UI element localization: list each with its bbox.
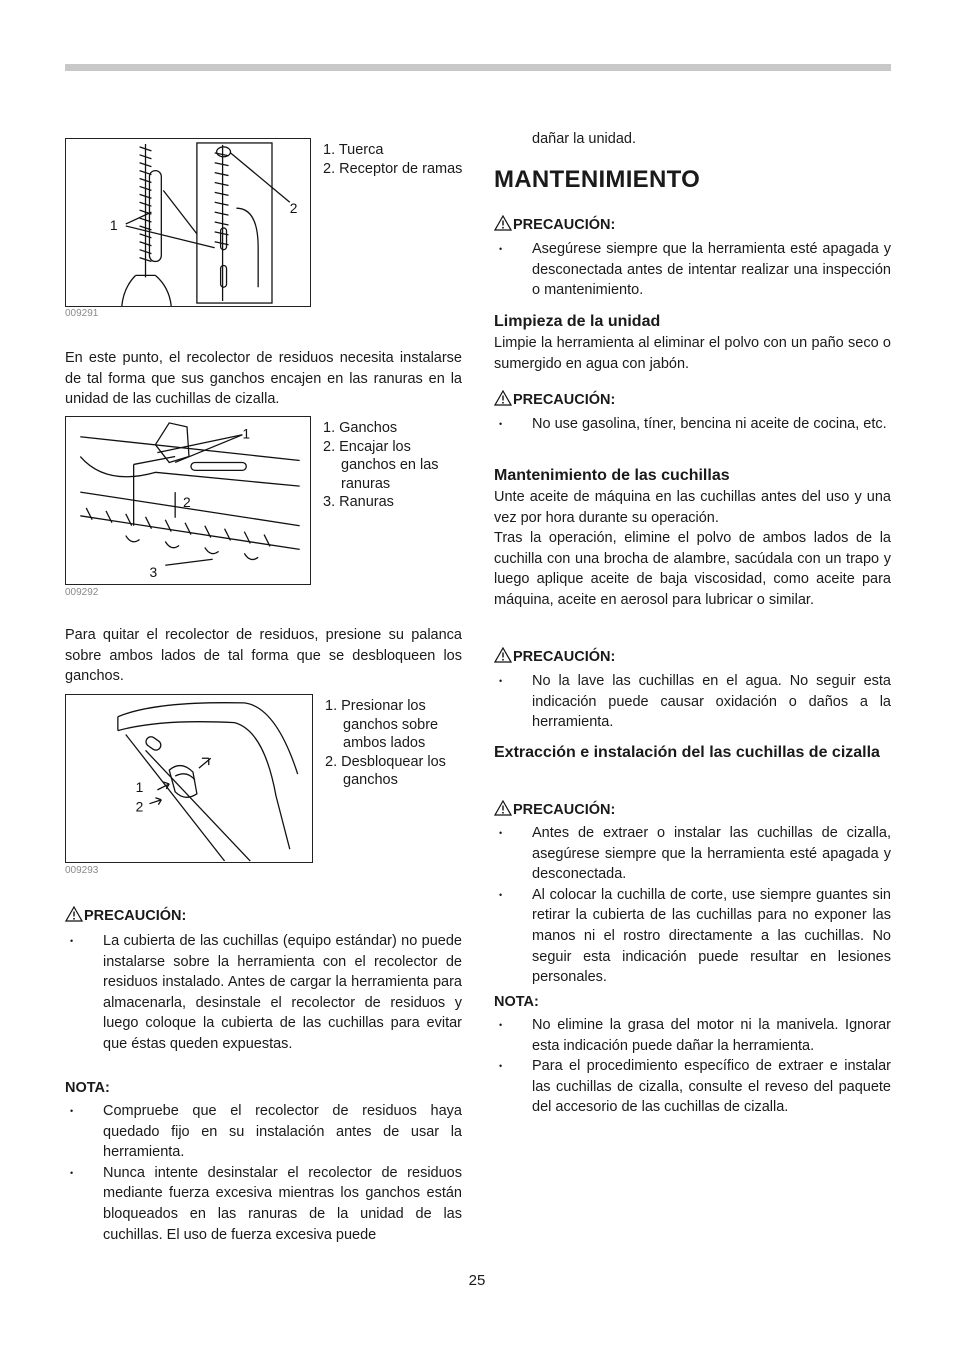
- list-item: • No la lave las cuchillas en el agua. No seguir esta indicación puede causar oxidación o daños a la herramienta.: [494, 671, 891, 733]
- list-item: • Compruebe que el recolector de residuos haya quedado fijo en su instalación antes de usar la herramienta.: [65, 1101, 462, 1163]
- legend-item: 2. Encajar los ganchos en las ranuras: [323, 438, 439, 492]
- caution-heading: [494, 215, 615, 233]
- figure-1-legend: [323, 141, 463, 178]
- list-item: • Para el procedimiento específico de extraer e instalar las cuchillas de cizalla, consulte el reveso del paquete del accesorio de las cuchillas de cizalla.: [494, 1056, 891, 1118]
- figure-2-code: 009292: [65, 587, 99, 598]
- legend-item: 1. Presionar los ganchos sobre ambos lados: [325, 698, 439, 751]
- figure-3-callout-2: 2: [135, 798, 144, 815]
- legend-item: 1. Tuerca: [323, 142, 384, 158]
- figure-press-unlock-hooks: [65, 694, 313, 863]
- figure-1-drawing: [66, 139, 310, 306]
- note-list: [494, 1015, 891, 1118]
- figure-hooks-grooves: [65, 416, 311, 585]
- list-item: • Asegúrese siempre que la herramienta esté apagada y desconectada antes de intentar realizar una inspección o mantenimiento.: [494, 239, 891, 301]
- caution-heading: [494, 647, 615, 665]
- legend-item: 2. Desbloquear los ganchos: [325, 753, 446, 788]
- figure-1-callout-2: 2: [289, 200, 298, 217]
- figure-2-callout-3: 3: [149, 564, 158, 581]
- figure-2-callout-1: 1: [242, 425, 251, 442]
- paragraph-cleaning: Limpie la herramienta al eliminar el polvo con un paño seco o sumergido en agua con jabón.: [494, 335, 891, 372]
- caution-heading: [494, 800, 615, 818]
- figure-3-drawing: [66, 695, 312, 862]
- paragraph-blade-oil: Unte aceite de máquina en las cuchillas antes del uso y una vez por hora durante su operación.: [494, 489, 891, 526]
- figure-nut-branch-receiver: [65, 138, 311, 307]
- list-item: • La cubierta de las cuchillas (equipo estándar) no puede instalarse sobre la herramienta con el recolector de residuos instalado. Antes de cargar la herramienta para almacenarla, desinstale el recolector de residuos y luego coloque la cubierta de las cuchillas para evitar que éstas queden expuestas.: [65, 931, 462, 1055]
- figure-2-legend: [323, 419, 463, 512]
- caution-list: [494, 414, 891, 435]
- figure-3-code: 009293: [65, 865, 99, 876]
- section-title: MANTENIMIENTO: [494, 166, 701, 193]
- note-heading: NOTA:: [65, 1080, 110, 1096]
- figure-3-legend: [325, 697, 465, 790]
- legend-item: 2. Receptor de ramas: [323, 160, 463, 177]
- caution-heading: [494, 390, 615, 408]
- caution-list: [65, 931, 462, 1055]
- note-heading: NOTA:: [494, 994, 539, 1010]
- warning-triangle-icon: [494, 647, 512, 663]
- caution-heading: [65, 906, 186, 924]
- subsection-title-blade-removal: Extracción e instalación del las cuchillas de cizalla: [494, 744, 880, 761]
- figure-3-callout-1: 1: [135, 778, 144, 795]
- legend-item: 3. Ranuras: [323, 494, 394, 510]
- caution-label: PRECAUCIÓN:: [513, 649, 616, 665]
- continued-list: [494, 129, 891, 150]
- warning-triangle-icon: [65, 906, 83, 922]
- page-number: 25: [468, 1272, 486, 1289]
- warning-triangle-icon: [494, 800, 512, 816]
- figure-2-drawing: [66, 417, 310, 584]
- subsection-title-blade-maintenance: Mantenimiento de las cuchillas: [494, 467, 730, 484]
- caution-list: [494, 671, 891, 733]
- list-item-continuation: dañar la unidad.: [532, 131, 636, 147]
- figure-1-code: 009291: [65, 308, 99, 319]
- caution-label: PRECAUCIÓN:: [513, 217, 616, 233]
- note-list: [65, 1101, 462, 1245]
- caution-list: [494, 239, 891, 301]
- list-item: • Nunca intente desinstalar el recolector de residuos mediante fuerza excesiva mientras los ganchos están bloqueados en las ranuras de la unidad de las cuchillas. El uso de fuerza excesiva puede: [65, 1163, 462, 1245]
- paragraph-blade-clean: Tras la operación, elimine el polvo de ambos lados de la cuchilla con una brocha de alambre, sacúdala con un trapo y luego aplique aceite de baja viscosidad, como aceite para máquina, aceite en aerosol para lubricar o similar.: [494, 530, 891, 608]
- legend-item: 1. Ganchos: [323, 420, 398, 436]
- warning-triangle-icon: [494, 390, 512, 406]
- list-item: • No elimine la grasa del motor ni la manivela. Ignorar esta indicación puede dañar la herramienta.: [494, 1015, 891, 1056]
- caution-label: PRECAUCIÓN:: [513, 392, 616, 408]
- list-item: • Antes de extraer o instalar las cuchillas de cizalla, asegúrese siempre que la herramienta esté apagada y desconectada.: [494, 823, 891, 885]
- caution-list: [494, 823, 891, 988]
- subsection-title-cleaning: Limpieza de la unidad: [494, 313, 661, 330]
- caution-label: PRECAUCIÓN:: [84, 908, 187, 924]
- list-item: • No use gasolina, tíner, bencina ni aceite de cocina, etc.: [494, 414, 891, 435]
- paragraph-install-collector: En este punto, el recolector de residuos necesita instalarse de tal forma que sus ganchos encajen en las ranuras en la unidad de las cuchillas de cizalla.: [65, 350, 462, 407]
- figure-1-callout-1: 1: [109, 216, 118, 233]
- caution-label: PRECAUCIÓN:: [513, 802, 616, 818]
- paragraph-remove-collector: Para quitar el recolector de residuos, presione su palanca sobre ambos lados de tal forma que se desbloqueen los ganchos.: [65, 627, 462, 684]
- header-rule: [65, 64, 891, 71]
- list-item: • Al colocar la cuchilla de corte, use siempre guantes sin retirar la cubierta de las cuchillas para no exponer las manos ni el rostro directamente a las cuchillas. No seguir esta indicación puede resultar en lesiones personales.: [494, 885, 891, 988]
- warning-triangle-icon: [494, 215, 512, 231]
- figure-2-callout-2: 2: [183, 493, 191, 510]
